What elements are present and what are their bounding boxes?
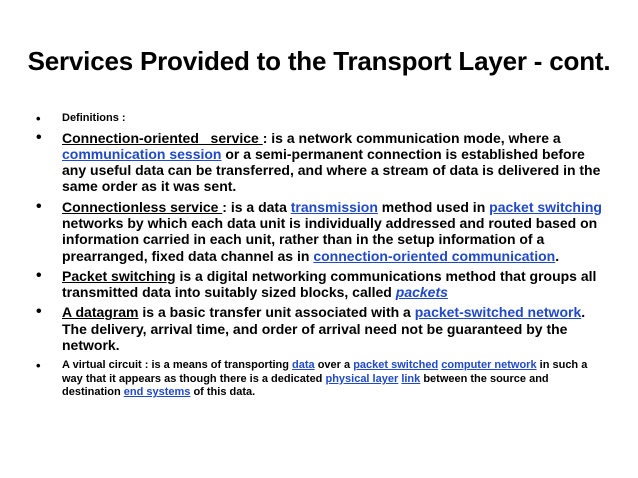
bullet-datagram — [36, 304, 606, 353]
datagram-text: is a basic transfer unit associated with a — [138, 304, 415, 321]
bullet-dot-icon: • — [36, 303, 42, 321]
communication-session-link[interactable]: communication session — [62, 145, 222, 162]
bullet-virtual-circuit — [36, 359, 606, 400]
bullet-dot-icon: • — [36, 128, 42, 146]
virtual-circuit-text: of this data. — [190, 386, 256, 399]
packet-switching-term: Packet switching — [62, 267, 176, 284]
slide-title: Services Provided to the Transport Layer - cont. — [27, 46, 611, 76]
transmission-link[interactable]: transmission — [290, 198, 378, 215]
connection-oriented-term: Connection-oriented service — [62, 129, 263, 146]
bullet-definitions — [36, 112, 606, 126]
connectionless-term: Connectionless service — [62, 198, 223, 215]
connection-oriented-communication-link[interactable]: connection-oriented communication — [313, 247, 556, 264]
bullet-dot-icon: • — [36, 266, 42, 284]
connection-oriented-text: or a semi-permanent connection is established before any useful data can be transferred, and where a stream of data is delivered in the same order as it was sent. — [62, 145, 601, 195]
connectionless-text: networks by which each data unit is individually addressed and routed based on information carried in each unit, rather than in the setup information of a prearranged, fixed data channel as in — [62, 214, 598, 264]
definitions-label: Definitions : — [62, 112, 126, 124]
packet-switched-link[interactable]: packet switched — [353, 359, 439, 372]
bullet-dot-icon: • — [36, 358, 41, 374]
virtual-circuit-text: between the source and destination — [62, 372, 549, 399]
packet-switching-link[interactable]: packet switching — [489, 198, 602, 215]
connectionless-text: : is a data — [222, 198, 291, 215]
datagram-term: A datagram — [62, 304, 139, 321]
virtual-circuit-text: over a — [314, 359, 354, 372]
bullet-list — [36, 112, 606, 400]
bullet-connection-oriented — [36, 130, 606, 195]
packet-switching-text: is a digital networking communications method that groups all transmitted data into suitably sized blocks, called — [62, 267, 597, 301]
virtual-circuit-text: A virtual circuit : is a means of transporting — [62, 359, 293, 372]
link-link[interactable]: link — [401, 372, 421, 385]
computer-network-link[interactable]: computer network — [441, 359, 537, 372]
physical-layer-link[interactable]: physical layer — [325, 372, 399, 385]
connectionless-text: method used in — [377, 198, 490, 215]
end-systems-link[interactable]: end systems — [123, 386, 191, 399]
bullet-dot-icon: • — [36, 111, 41, 126]
bullet-dot-icon: • — [36, 197, 42, 215]
datagram-text: . The delivery, arrival time, and order of arrival need not be guaranteed by the network. — [62, 304, 586, 354]
packet-switched-network-link[interactable]: packet-switched network — [414, 304, 582, 321]
connectionless-text: . — [555, 247, 560, 264]
bullet-connectionless — [36, 199, 606, 264]
virtual-circuit-text: in such a way that it appears as though there is a dedicated — [62, 359, 588, 385]
data-link[interactable]: data — [292, 359, 315, 372]
connection-oriented-text: : is a network communication mode, where a — [262, 129, 561, 146]
packets-link[interactable]: packets — [395, 284, 448, 301]
bullet-packet-switching — [36, 268, 606, 301]
